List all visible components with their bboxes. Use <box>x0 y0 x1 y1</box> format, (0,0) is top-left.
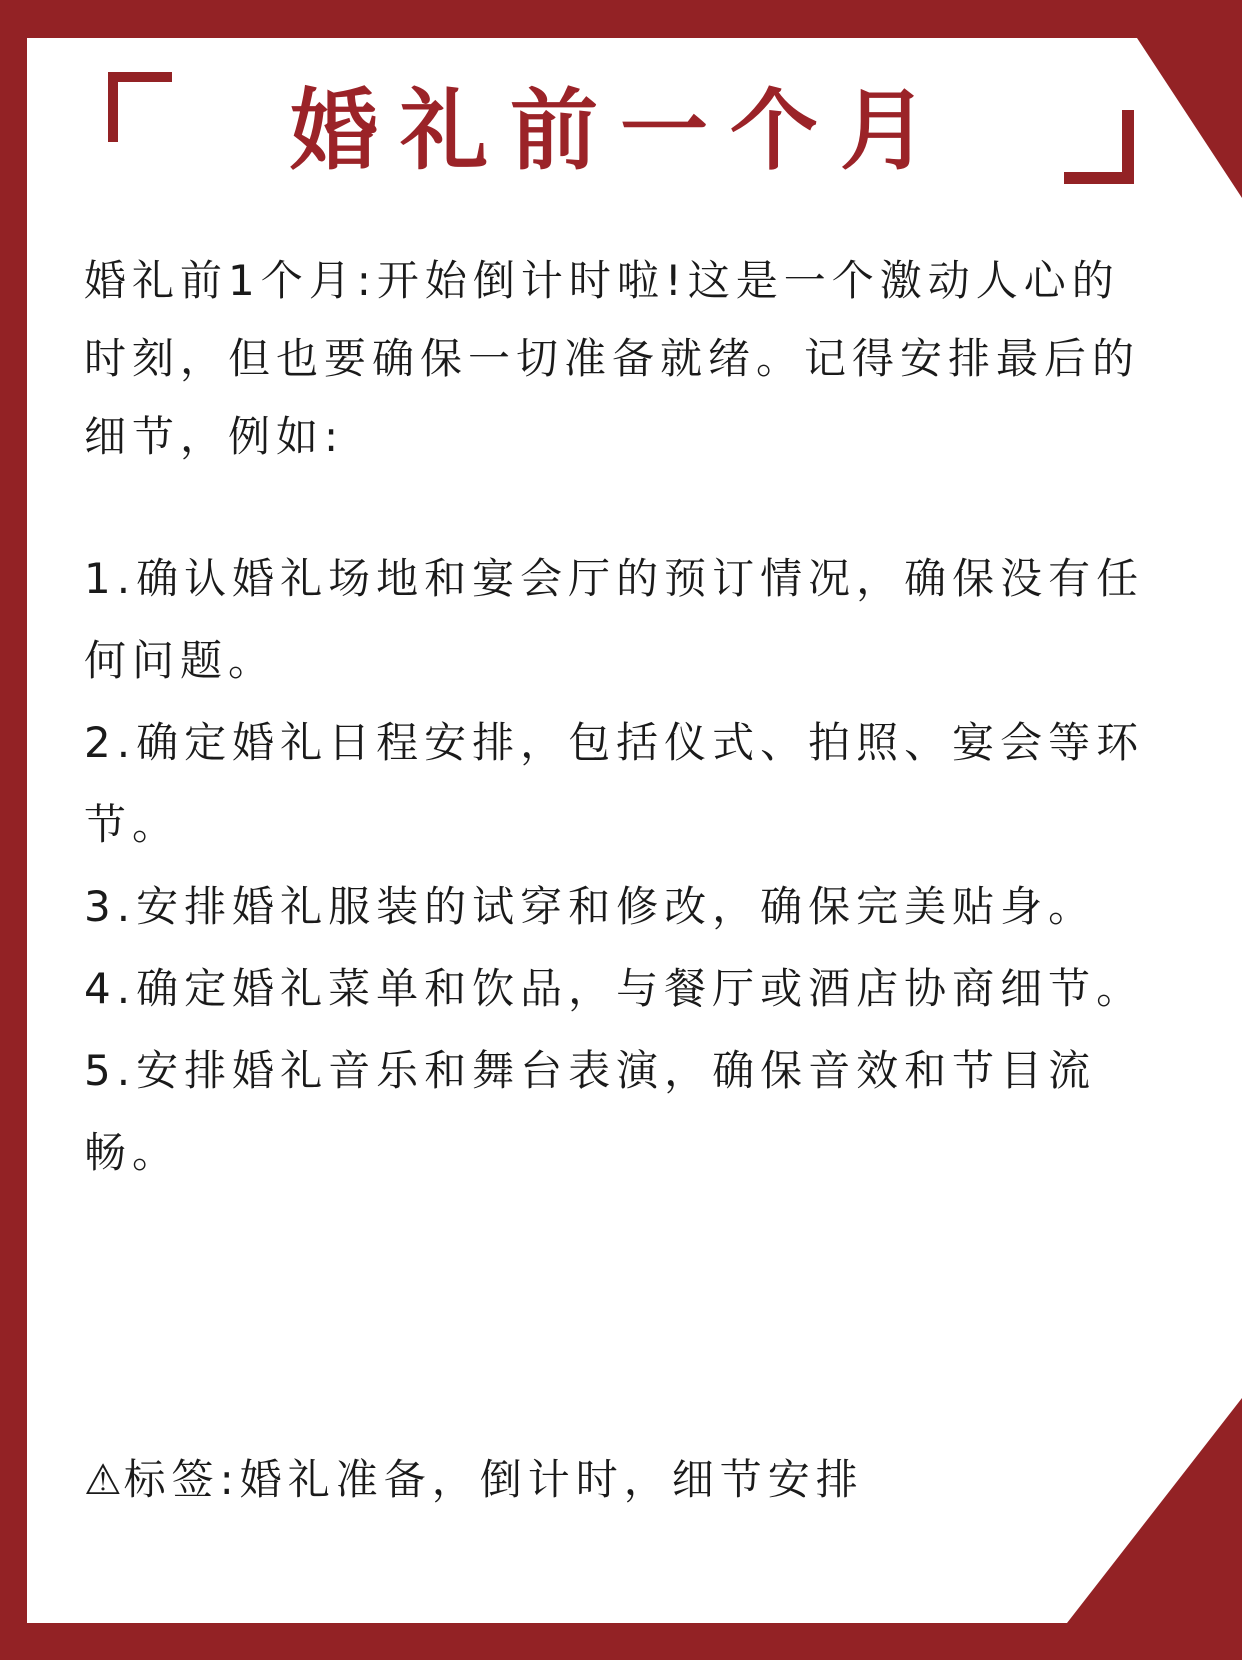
tags-line <box>84 1440 1144 1520</box>
list-item: 4.确定婚礼菜单和饮品，与餐厅或酒店协商细节。 <box>84 964 1145 1013</box>
list-item: 2.确定婚礼日程安排，包括仪式、拍照、宴会等环节。 <box>84 718 1145 849</box>
list-item: 5.安排婚礼音乐和舞台表演，确保音效和节目流畅。 <box>84 1046 1097 1177</box>
intro-paragraph: 婚礼前1个月:开始倒计时啦!这是一个激动人心的时刻，但也要确保一切准备就绪。记得安排最后的细节，例如: <box>84 256 1141 461</box>
corner-bracket-left <box>108 72 176 146</box>
checklist <box>84 538 1164 1194</box>
list-item: 1.确认婚礼场地和宴会厅的预订情况，确保没有任何问题。 <box>84 554 1145 685</box>
page-title: 婚礼前一个月 <box>289 79 950 182</box>
corner-bracket-right <box>1062 108 1134 184</box>
list-item: 3.安排婚礼服装的试穿和修改，确保完美贴身。 <box>84 882 1097 931</box>
warning-icon: ⚠ <box>84 1455 122 1504</box>
tags-text: 标签:婚礼准备，倒计时，细节安排 <box>123 1455 864 1504</box>
